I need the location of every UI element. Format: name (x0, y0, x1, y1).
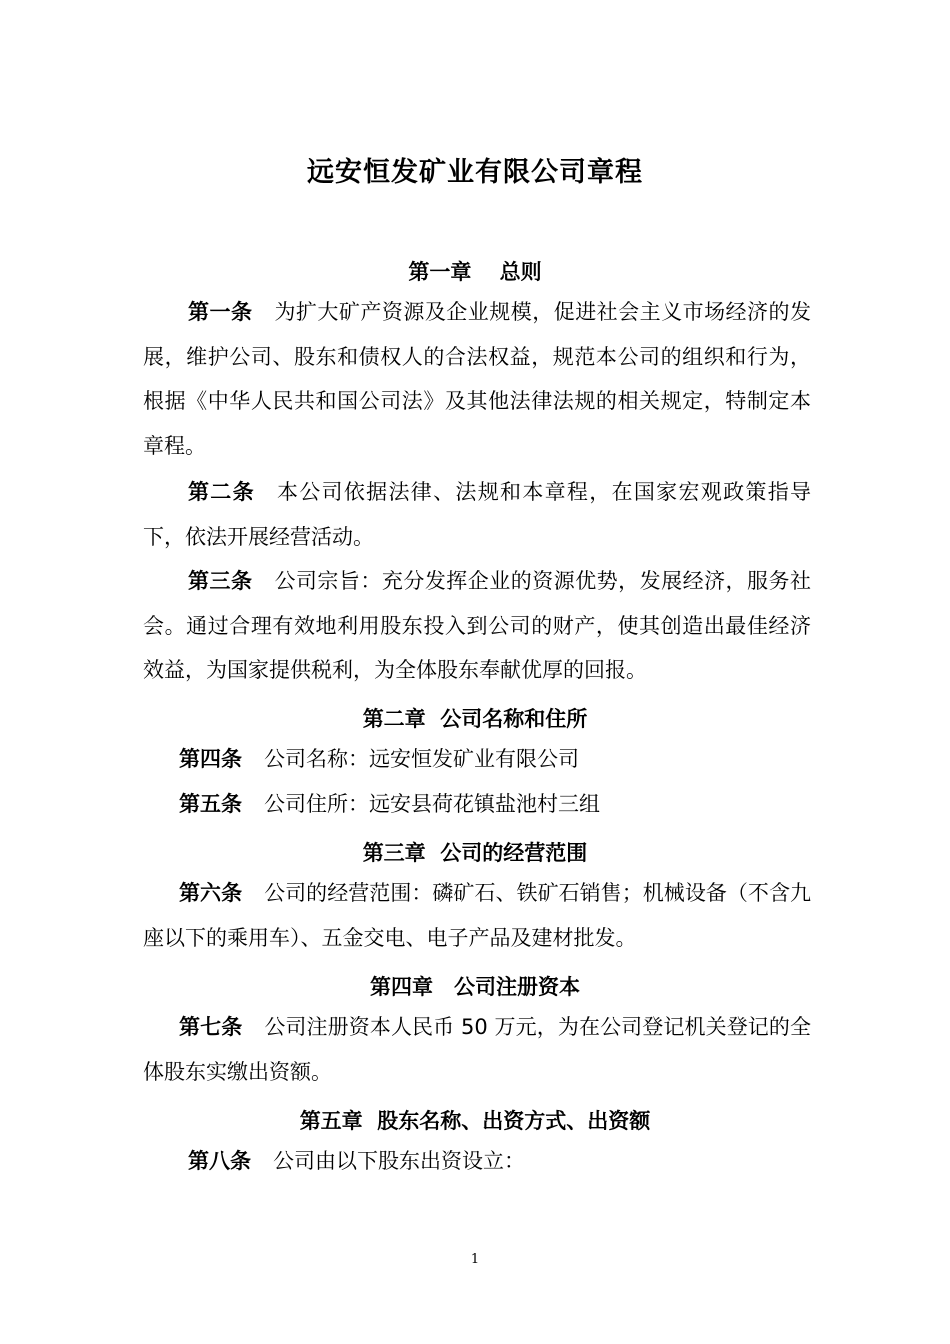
article-6 (143, 871, 811, 960)
chapter-heading-5: 第五章 股东名称、出资方式、出资额 (299, 1109, 651, 1133)
article-label: 第一条 (188, 300, 253, 324)
article-8 (143, 1139, 811, 1184)
article-label: 第二条 (188, 480, 255, 504)
article-label: 第三条 (188, 569, 253, 593)
chapter-heading-4: 第四章 公司注册资本 (370, 975, 580, 999)
article-text: 本公司依据法律、法规和本章程，在国家宏观政策指导下，依法开展经营活动。 (143, 480, 812, 549)
article-label: 第八条 (188, 1149, 251, 1173)
article-label: 第五条 (179, 792, 242, 816)
article-4 (143, 737, 811, 782)
chapter-heading-3: 第三章 公司的经营范围 (362, 841, 588, 865)
article-text: 公司注册资本人民币 50 万元，为在公司登记机关登记的全体股东实缴出资额。 (143, 1015, 812, 1084)
article-7 (143, 1005, 811, 1094)
article-text: 公司住所：远安县荷花镇盐池村三组 (264, 792, 600, 816)
chapter-heading-1: 第一章 总则 (408, 260, 542, 284)
article-label: 第六条 (179, 881, 243, 905)
article-label: 第七条 (179, 1015, 243, 1039)
article-text: 公司宗旨：充分发挥企业的资源优势，发展经济，服务社会。通过合理有效地利用股东投入到公司的财产，使其创造出最佳经济效益，为国家提供税利，为全体股东奉献优厚的回报。 (143, 569, 812, 682)
article-1 (143, 290, 811, 468)
page-number: 1 (470, 1252, 480, 1267)
article-label: 第四条 (179, 747, 242, 771)
article-text: 公司名称：远安恒发矿业有限公司 (264, 747, 579, 771)
article-text: 为扩大矿产资源及企业规模，促进社会主义市场经济的发展，维护公司、股东和债权人的合法权益，规范本公司的组织和行为，根据《中华人民共和国公司法》及其他法律法规的相关规定，特制定本章程。 (143, 300, 812, 458)
document-title: 远安恒发矿业有限公司章程 (307, 157, 643, 188)
article-text: 公司的经营范围：磷矿石、铁矿石销售；机械设备（不含九座以下的乘用车）、五金交电、电子产品及建材批发。 (143, 881, 811, 950)
article-text: 公司由以下股东出资设立： (273, 1149, 525, 1173)
article-2 (143, 470, 811, 559)
chapter-heading-2: 第二章 公司名称和住所 (362, 707, 588, 731)
article-5 (143, 782, 811, 827)
article-3 (143, 559, 811, 693)
